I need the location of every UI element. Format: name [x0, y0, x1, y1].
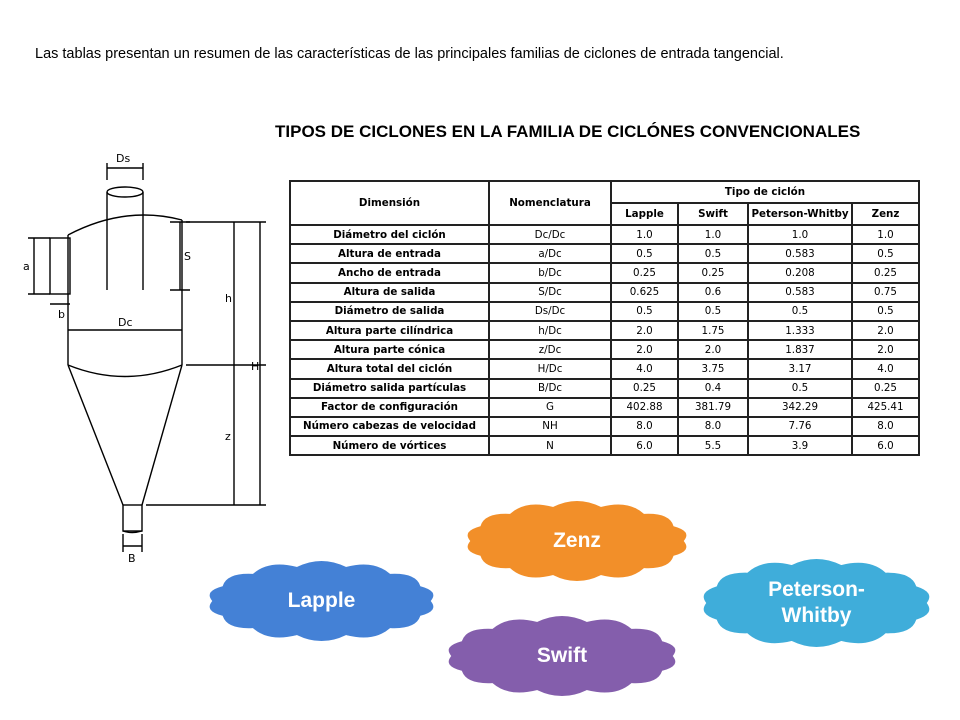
dimension-cell: Altura de entrada	[290, 244, 489, 263]
dimension-cell: Altura parte cónica	[290, 340, 489, 359]
dimension-cell: Altura de salida	[290, 283, 489, 302]
nomenclature-cell: Dc/Dc	[489, 225, 611, 244]
value-cell: 0.6	[678, 283, 748, 302]
value-cell: 3.9	[748, 436, 852, 455]
value-cell: 4.0	[852, 359, 919, 378]
dimension-cell: Altura parte cilíndrica	[290, 321, 489, 340]
value-cell: 2.0	[611, 321, 678, 340]
header-nomenclature: Nomenclatura	[489, 181, 611, 225]
value-cell: 0.5	[611, 244, 678, 263]
value-cell: 6.0	[611, 436, 678, 455]
nomenclature-cell: Ds/Dc	[489, 302, 611, 321]
dimension-cell: Altura total del ciclón	[290, 359, 489, 378]
cloud-peterson-label: Peterson- Whitby	[768, 578, 865, 627]
table-body	[290, 225, 919, 455]
dimension-cell: Diámetro del ciclón	[290, 225, 489, 244]
cloud-lapple	[199, 553, 444, 649]
table-row	[290, 398, 919, 417]
cloud-lapple-label: Lapple	[287, 589, 356, 612]
value-cell: 381.79	[678, 398, 748, 417]
nomenclature-cell: N	[489, 436, 611, 455]
table-row	[290, 417, 919, 436]
table-row	[290, 359, 919, 378]
value-cell: 1.837	[748, 340, 852, 359]
value-cell: 0.625	[611, 283, 678, 302]
nomenclature-cell: b/Dc	[489, 263, 611, 282]
value-cell: 3.17	[748, 359, 852, 378]
table-row	[290, 340, 919, 359]
cyclone-types-table	[289, 180, 920, 456]
cloud-swift-label: Swift	[536, 644, 588, 667]
nomenclature-cell: NH	[489, 417, 611, 436]
value-cell: 1.0	[678, 225, 748, 244]
value-cell: 3.75	[678, 359, 748, 378]
value-cell: 0.5	[678, 244, 748, 263]
value-cell: 8.0	[678, 417, 748, 436]
header-dimension: Dimensión	[290, 181, 489, 225]
value-cell: 2.0	[852, 321, 919, 340]
header-type-lapple: Lapple	[611, 203, 678, 225]
table-row	[290, 302, 919, 321]
label-dc: Dc	[118, 316, 133, 329]
value-cell: 0.5	[678, 302, 748, 321]
label-h-upper: H	[251, 360, 260, 373]
nomenclature-cell: H/Dc	[489, 359, 611, 378]
value-cell: 402.88	[611, 398, 678, 417]
dimension-cell: Ancho de entrada	[290, 263, 489, 282]
header-type-zenz: Zenz	[852, 203, 919, 225]
value-cell: 4.0	[611, 359, 678, 378]
table-row	[290, 263, 919, 282]
value-cell: 1.333	[748, 321, 852, 340]
value-cell: 2.0	[678, 340, 748, 359]
table-row	[290, 321, 919, 340]
header-type-peterson: Peterson-Whitby	[748, 203, 852, 225]
value-cell: 1.0	[611, 225, 678, 244]
cloud-zenz	[457, 493, 697, 589]
dimension-cell: Número cabezas de velocidad	[290, 417, 489, 436]
nomenclature-cell: S/Dc	[489, 283, 611, 302]
nomenclature-cell: h/Dc	[489, 321, 611, 340]
value-cell: 0.5	[611, 302, 678, 321]
value-cell: 0.25	[611, 379, 678, 398]
dimension-cell: Diámetro de salida	[290, 302, 489, 321]
dimension-cell: Diámetro salida partículas	[290, 379, 489, 398]
cloud-swift	[438, 608, 686, 704]
value-cell: 0.5	[748, 302, 852, 321]
value-cell: 0.25	[678, 263, 748, 282]
label-b: b	[58, 308, 65, 321]
label-h-lower: h	[225, 292, 232, 305]
cloud-peterson-whitby	[693, 551, 940, 655]
table-row	[290, 283, 919, 302]
value-cell: 0.25	[852, 379, 919, 398]
label-a: a	[23, 260, 30, 273]
table-row	[290, 379, 919, 398]
value-cell: 7.76	[748, 417, 852, 436]
intro-text: Las tablas presentan un resumen de las características de las principales familias de ciclones de entrada tangencial.	[35, 46, 784, 62]
value-cell: 1.0	[748, 225, 852, 244]
value-cell: 0.583	[748, 283, 852, 302]
dimension-cell: Factor de configuración	[290, 398, 489, 417]
nomenclature-cell: G	[489, 398, 611, 417]
value-cell: 425.41	[852, 398, 919, 417]
value-cell: 5.5	[678, 436, 748, 455]
value-cell: 0.25	[611, 263, 678, 282]
dimension-cell: Número de vórtices	[290, 436, 489, 455]
label-z: z	[225, 430, 231, 443]
page-title: TIPOS DE CICLONES EN LA FAMILIA DE CICLÓNES CONVENCIONALES	[275, 122, 861, 141]
value-cell: 0.5	[748, 379, 852, 398]
value-cell: 8.0	[611, 417, 678, 436]
nomenclature-cell: z/Dc	[489, 340, 611, 359]
value-cell: 342.29	[748, 398, 852, 417]
value-cell: 0.5	[852, 302, 919, 321]
value-cell: 2.0	[852, 340, 919, 359]
value-cell: 0.4	[678, 379, 748, 398]
label-s: S	[184, 250, 191, 263]
value-cell: 8.0	[852, 417, 919, 436]
nomenclature-cell: a/Dc	[489, 244, 611, 263]
table-row	[290, 225, 919, 244]
cyclone-diagram	[20, 150, 270, 570]
header-cyclone-type: Tipo de ciclón	[611, 181, 919, 203]
label-ds: Ds	[116, 152, 131, 165]
value-cell: 0.208	[748, 263, 852, 282]
value-cell: 0.75	[852, 283, 919, 302]
nomenclature-cell: B/Dc	[489, 379, 611, 398]
label-b-upper: B	[128, 552, 136, 565]
value-cell: 2.0	[611, 340, 678, 359]
table-row	[290, 244, 919, 263]
value-cell: 0.583	[748, 244, 852, 263]
table-row	[290, 436, 919, 455]
value-cell: 1.0	[852, 225, 919, 244]
header-type-swift: Swift	[678, 203, 748, 225]
value-cell: 1.75	[678, 321, 748, 340]
value-cell: 0.25	[852, 263, 919, 282]
cloud-zenz-label: Zenz	[553, 529, 601, 552]
value-cell: 0.5	[852, 244, 919, 263]
value-cell: 6.0	[852, 436, 919, 455]
